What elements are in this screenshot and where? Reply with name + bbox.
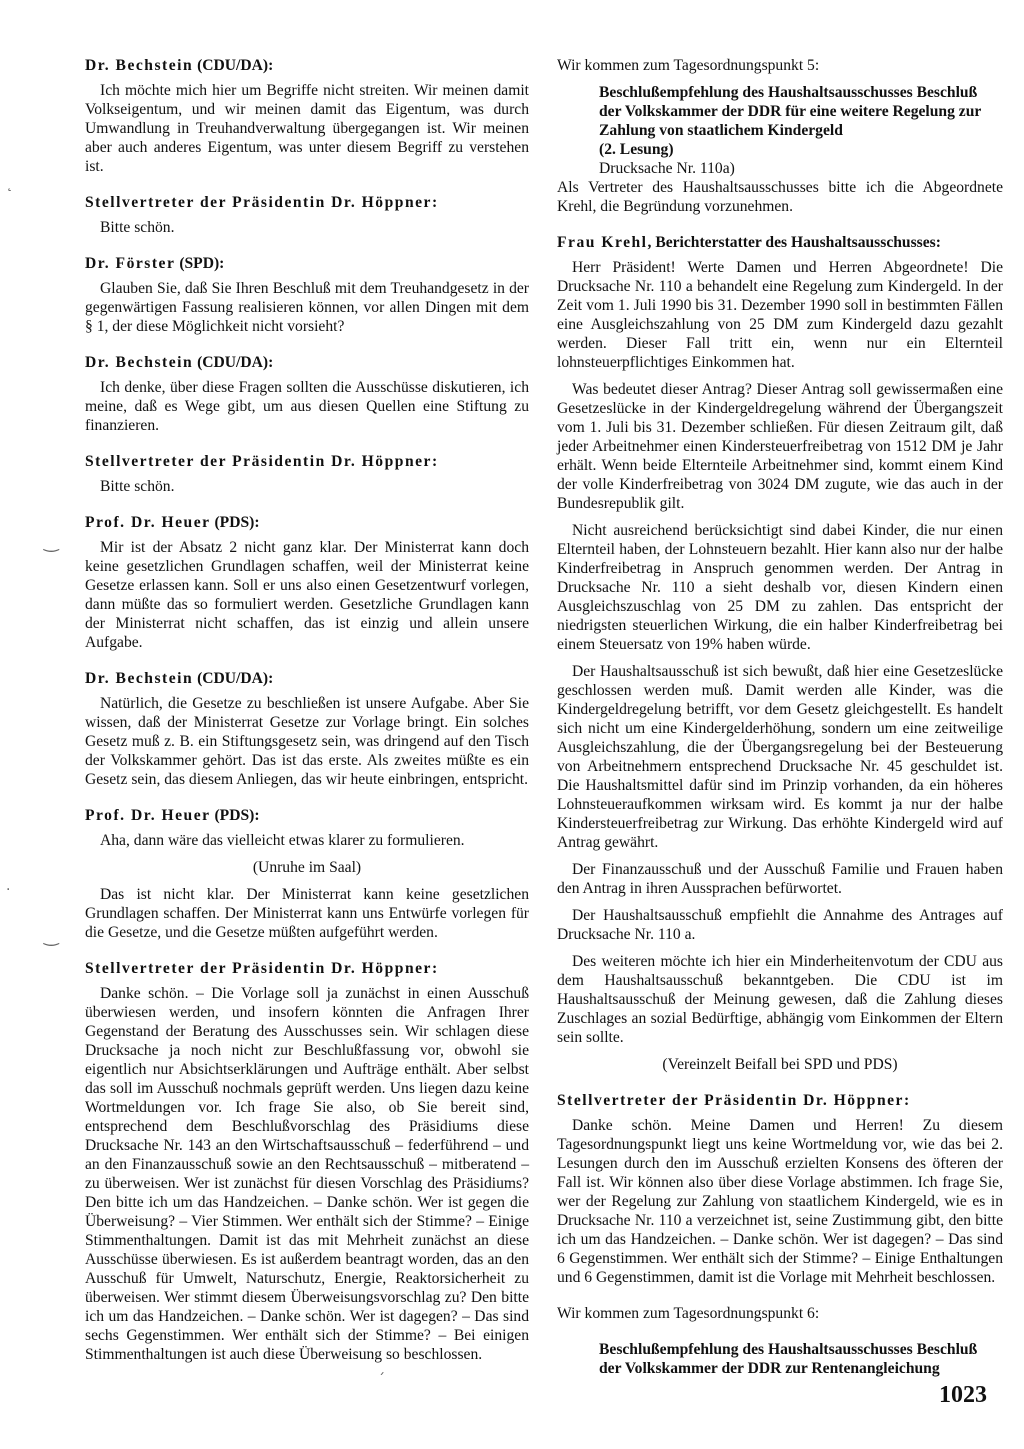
speech-paragraph: Ich denke, über diese Fragen sollten die Ausschüsse diskutieren, ich meine, daß es Wege gibt, um aus diesen Quellen eine Stiftung zu finanzieren. <box>85 379 529 434</box>
scan-mark: ˊ <box>378 1372 385 1388</box>
scan-mark: · <box>6 882 11 898</box>
agenda-intro: Wir kommen zum Tagesordnungspunkt 6: <box>557 1305 820 1322</box>
scan-mark: ‿ <box>44 532 59 553</box>
scan-mark: ˛ <box>6 176 13 192</box>
speech-paragraph: Des weiteren möchte ich hier ein Minderheitenvotum der CDU aus dem Haushaltsausschuß bekanntgeben. Die CDU ist im Haushaltsausschuß der Meinung gewesen, daß die Zahlung dieses Zuschlages an sozial Bedürftige, abhängig vom Einkommen der Eltern sein sollte. <box>557 953 1003 1046</box>
speech-paragraph: Das ist nicht klar. Der Ministerrat kann keine gesetzlichen Grundlagen schaffen. Der Ministerrat kann uns Entwürfe vorlegen für die Gesetze, und die Gesetze müßten aufgeführt werden. <box>85 886 529 941</box>
agenda-reading: (2. Lesung) <box>599 141 674 158</box>
agenda-title: Beschlußempfehlung des Haushaltsausschusses Beschluß der Volkskammer der DDR zur Rentenangleichung <box>599 1341 978 1377</box>
speech-paragraph: Der Finanzausschuß und der Ausschuß Familie und Frauen haben den Antrag in ihren Aussprachen befürwortet. <box>557 861 1003 897</box>
speech-paragraph: Natürlich, die Gesetze zu beschließen ist unsere Aufgabe. Aber Sie wissen, daß der Ministerrat Gesetze zur Vorlage bringt. Ein solches Gesetz muß z. B. ein Stiftungsgesetz sein, was dringend auf den Tisch der Volkskammer gehört. Das ist das erste. Als zweites müßte es ein Gesetz sein, das diesem Anliegen, das wir heute einbringen, entspricht. <box>85 695 529 788</box>
speaker-heading: Dr. Bechstein (CDU/DA): <box>85 57 274 74</box>
agenda-document: Drucksache Nr. 110a) <box>599 160 735 177</box>
speech-paragraph: Der Haushaltsausschuß empfiehlt die Annahme des Antrages auf Drucksache Nr. 110 a. <box>557 907 1003 943</box>
speech-paragraph: Bitte schön. <box>100 219 175 236</box>
speaker-heading: Frau Krehl, Berichterstatter des Haushaltsausschusses: <box>557 234 941 251</box>
speaker-heading: Prof. Dr. Heuer (PDS): <box>85 807 260 824</box>
left-column <box>85 56 529 1364</box>
agenda-intro: Wir kommen zum Tagesordnungspunkt 5: <box>557 57 820 74</box>
interjection: (Vereinzelt Beifall bei SPD und PDS) <box>662 1056 898 1073</box>
page-number: 1023 <box>939 1382 987 1408</box>
speech-paragraph: Bitte schön. <box>100 478 175 495</box>
speech-paragraph: Aha, dann wäre das vielleicht etwas klarer zu formulieren. <box>100 832 465 849</box>
agenda-intro: Als Vertreter des Haushaltsausschusses bitte ich die Abgeordnete Krehl, die Begründung vorzunehmen. <box>557 179 1003 215</box>
speaker-heading: Stellvertreter der Präsidentin Dr. Höppner: <box>557 1092 911 1109</box>
speech-paragraph: Der Haushaltsausschuß ist sich bewußt, daß hier eine Gesetzeslücke geschlossen werden muß. Damit werden alle Kinder, was die Kindergeldregelung betrifft, vor dem Gesetz gleichgestellt. Es handelt sich nicht um eine Kindergelderhöhung, sondern um eine zeitweilige Ausgleichszahlung, die der Übergangsregelung bei der Besteuerung von Arbeitnehmern entsprechend Drucksache Nr. 45 geschuldet ist. Die Haushaltsmittel dafür sind im Prinzip vorhanden, da ein höheres Lohnsteueraufkommen wirksam wird. Es kommt ja nur der halbe Kindersteuerfreibetrag zur Wirkung. Das erhöhte Kindergeld wird auf Antrag gewährt. <box>557 663 1003 851</box>
speaker-heading: Prof. Dr. Heuer (PDS): <box>85 514 260 531</box>
agenda-title: Beschlußempfehlung des Haushaltsausschusses Beschluß der Volkskammer der DDR für eine weitere Regelung zur Zahlung von staatlichem Kindergeld <box>599 84 982 139</box>
speech-paragraph: Danke schön. – Die Vorlage soll ja zunächst in einen Ausschuß überwiesen werden, und insofern könnten die Anfragen Ihrer Gegenstand der Beratung des Ausschusses sein. Wir schlagen diese Drucksache ja noch nicht zur Beschlußfassung vor, obwohl sie eigentlich nur Absichtserklärungen und Aufträge enthält. Aber selbst das soll im Ausschuß nochmals geprüft werden. Uns liegen dazu keine Wortmeldungen vor. Ich frage Sie also, ob Sie bereit sind, entsprechend dem Beschlußvorschlag des Präsidiums diese Drucksache Nr. 143 an den Wirtschaftsausschuß – federführend – und an den Finanzausschuß sowie an den Rechtsausschuß – mitberatend – zu überweisen. Wer ist zunächst für diesen Vorschlag des Präsidiums? Den bitte ich um das Handzeichen. – Danke schön. Wer ist gegen die Überweisung? – Vier Stimmen. Wer enthält sich der Stimme? – Einige Stimmenthaltungen. Damit ist das mit Mehrheit zunächst an diese Ausschüsse überwiesen. Es ist außerdem beantragt worden, das an den Ausschuß für Umwelt, Naturschutz, Energie, Reaktorsicherheit zu überweisen. Wer stimmt diesem Überweisungsvorschlag zu? Den bitte ich um das Handzeichen. – Danke schön. Wer ist dagegen? – Das sind sechs Gegenstimmen. Wer enthält sich der Stimme? – Bei einigen Stimmenthaltungen ist auch diese Überweisung so beschlossen. <box>85 985 529 1363</box>
speech-paragraph: Was bedeutet dieser Antrag? Dieser Antrag soll gewissermaßen eine Gesetzeslücke in der Kindergeldregelung während der Übergangszeit vom 1. Juli bis 31. Dezember schließen. Für diesen Zeitraum gilt, daß jeder Arbeitnehmer einen Kindersteuerfreibetrag von 1512 DM je Jahr erhält. Wenn beide Elternteile Arbeitnehmer sind, kommt einem Kind der volle Kinderfreibetrag von 3024 DM zugute, wie das auch in der Bundesrepublik gilt. <box>557 381 1003 512</box>
speech-paragraph: Glauben Sie, daß Sie Ihren Beschluß mit dem Treuhandgesetz in der gegenwärtigen Fassung realisieren können, vor allen Dingen mit dem § 1, der diese Möglichkeit nicht vorsieht? <box>85 280 529 335</box>
speaker-heading: Dr. Bechstein (CDU/DA): <box>85 354 274 371</box>
scan-mark: ‿ <box>44 926 59 947</box>
speaker-heading: Stellvertreter der Präsidentin Dr. Höppner: <box>85 194 439 211</box>
interjection: (Unruhe im Saal) <box>252 859 362 876</box>
speech-paragraph: Danke schön. Meine Damen und Herren! Zu diesem Tagesordnungspunkt liegt uns keine Wortmeldung vor, wie das bei 2. Lesungen durch den im Ausschuß erzielten Konsens des öfteren der Fall ist. Wir können also über diese Vorlage abstimmen. Ich frage Sie, wer der Regelung zur Zahlung von staatlichem Kindergeld, wie es in Drucksache Nr. 110 a verzeichnet ist, seine Zustimmung gibt, den bitte ich um das Handzeichen. – Danke schön. Wer ist dagegen? – Das sind 6 Gegenstimmen. Wer enthält sich der Stimme? – Einige Enthaltungen und 6 Gegenstimmen, damit ist die Vorlage mit Mehrheit beschlossen. <box>557 1117 1003 1286</box>
speaker-heading: Stellvertreter der Präsidentin Dr. Höppner: <box>85 453 439 470</box>
speaker-heading: Stellvertreter der Präsidentin Dr. Höppner: <box>85 960 439 977</box>
right-column <box>557 56 1003 1378</box>
speech-paragraph: Mir ist der Absatz 2 nicht ganz klar. Der Ministerrat kann doch keine gesetzlichen Grundlagen schaffen, weil der Ministerrat keine Gesetze erlassen kann. Soll er uns also einen Gesetzentwurf vorlegen, dann müßte das so formuliert werden. Gesetzliche Grundlagen kann der Ministerrat nicht schaffen, das ist einzig und allein unsere Aufgabe. <box>85 539 529 651</box>
speaker-heading: Dr. Bechstein (CDU/DA): <box>85 670 274 687</box>
speech-paragraph: Herr Präsident! Werte Damen und Herren Abgeordnete! Die Drucksache Nr. 110 a behandelt eine Regelung zum Kindergeld. In der Zeit vom 1. Juli 1990 bis 31. Dezember 1990 soll in bestimmten Fällen eine Ausgleichszahlung von 25 DM zum Kindergeld dazu gezahlt werden. Dieser Fall tritt ein, wenn nur ein Elternteil lohnsteuerpflichtiges Einkommen hat. <box>557 259 1003 371</box>
speaker-heading: Dr. Förster (SPD): <box>85 255 225 272</box>
speech-paragraph: Ich möchte mich hier um Begriffe nicht streiten. Wir meinen damit Volkseigentum, und wir meinen damit das Eigentum, was durch Umwandlung in Treuhandverwaltung übergegangen ist. Wir meinen aber auch anderes Eigentum, was unter diesem Begriff zu verstehen ist. <box>85 82 529 175</box>
speech-paragraph: Nicht ausreichend berücksichtigt sind dabei Kinder, die nur einen Elternteil haben, der Lohnsteuern bezahlt. Hier kann also nur der halbe Kinderfreibetrag in Anspruch genommen werden. Der Antrag in Drucksache Nr. 110 a sieht deshalb vor, diesen Kindern einen Ausgleichszuschlag von 25 DM zu zahlen. Das entspricht der niedrigsten steuerlichen Wirkung, die ein halber Kinderfreibetrag bei einem Steuersatz von 19% haben würde. <box>557 522 1003 653</box>
